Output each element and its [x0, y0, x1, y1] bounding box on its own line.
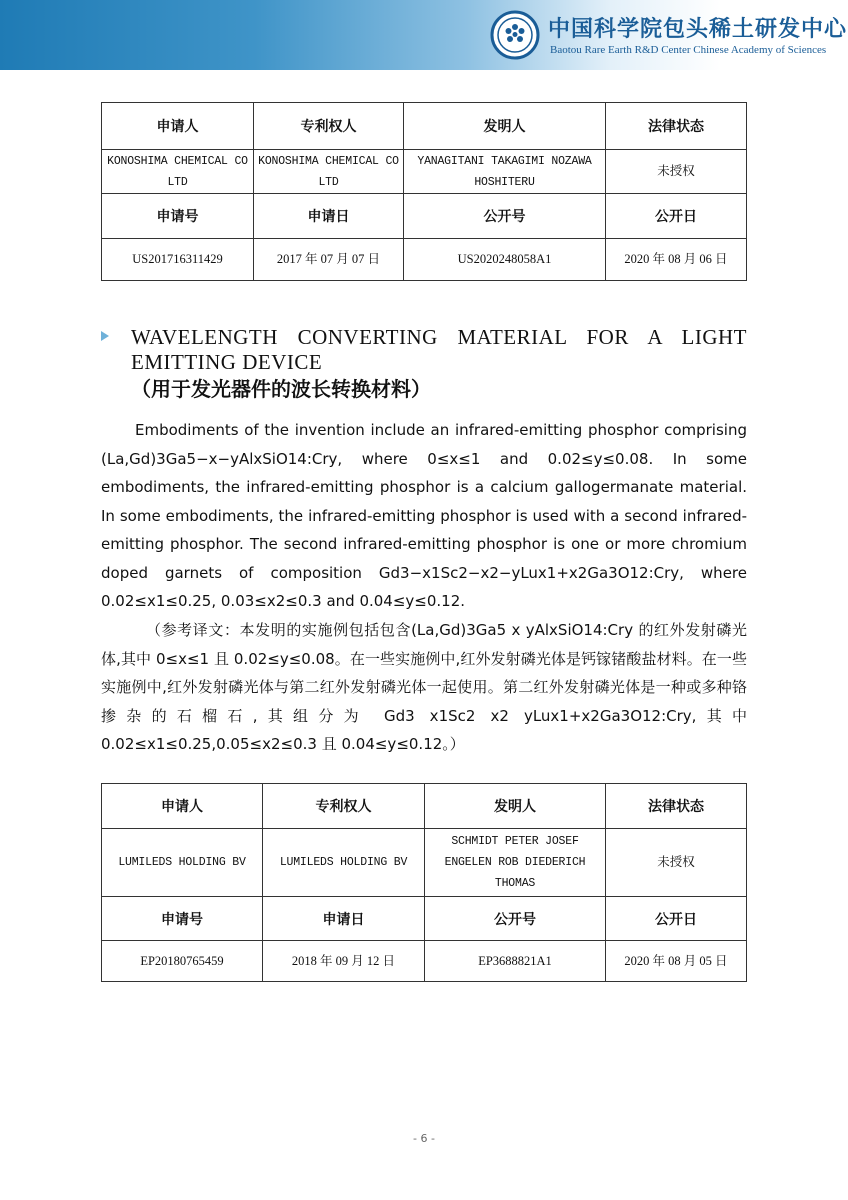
- header-inventor: 发明人: [404, 103, 606, 150]
- cell-publication-date: 2020 年 08 月 06 日: [606, 239, 747, 281]
- cell-publication-no: EP3688821A1: [425, 941, 606, 982]
- header-publication-no: 公开号: [404, 194, 606, 239]
- header-applicant: 申请人: [102, 103, 254, 150]
- header-publication-no: 公开号: [425, 897, 606, 941]
- header-applicant: 申请人: [102, 784, 263, 829]
- cell-application-no: US201716311429: [102, 239, 254, 281]
- abstract-english: Embodiments of the invention include an infrared-emitting phosphor comprising (La,Gd)3Ga5−x−yAlxSiO14:Cry, where 0≤x≤1 and 0.02≤y≤0.08. In some embodiments, the infrared-emitting phosphor is a calcium gallogermanate material. In some embodiments, the infrared-emitting phosphor is used with a second infrared-emitting phosphor. The second infrared-emitting phosphor is one or more chromium doped garnets of composition Gd3−x1Sc2−x2−yLux1+x2Ga3O12:Cry, where 0.02≤x1≤0.25, 0.03≤x2≤0.3 and 0.04≤y≤0.12.: [101, 421, 747, 610]
- cell-application-date: 2018 年 09 月 12 日: [263, 941, 425, 982]
- title-english: WAVELENGTH CONVERTING MATERIAL FOR A LIGHT EMITTING DEVICE: [131, 325, 747, 374]
- header-application-no: 申请号: [102, 194, 254, 239]
- header-patentee: 专利权人: [263, 784, 425, 829]
- header-publication-date: 公开日: [606, 897, 747, 941]
- cell-publication-date: 2020 年 08 月 05 日: [606, 941, 747, 982]
- section-title: [101, 325, 747, 403]
- abstract-chinese: （参考译文：本发明的实施例包括包含(La,Gd)3Ga5 x yAlxSiO14:Cry 的红外发射磷光体,其中 0≤x≤1 且 0.02≤y≤0.08。在一些实施例中,红外发射磷光体是钙镓锗酸盐材料。在一些实施例中,红外发射磷光体与第二红外发射磷光体一起使用。第二红外发射磷光体是一种或多种铬掺杂的石榴石,其组分为 Gd3 x1Sc2 x2 yLux1+x2Ga3O12:Cry,其中 0.02≤x1≤0.25,0.05≤x2≤0.3 且 0.04≤y≤0.12。）: [101, 621, 747, 753]
- cell-patentee: KONOSHIMA CHEMICAL CO LTD: [254, 150, 404, 194]
- cell-legal-status: 未授权: [606, 829, 747, 897]
- cell-legal-status: 未授权: [606, 150, 747, 194]
- page-number: - 6 -: [413, 1132, 435, 1145]
- header-legal-status: 法律状态: [606, 103, 747, 150]
- cas-logo-icon: [490, 10, 540, 60]
- header-application-date: 申请日: [254, 194, 404, 239]
- cell-inventor: YANAGITANI TAKAGIMI NOZAWA HOSHITERU: [404, 150, 606, 194]
- cell-application-no: EP20180765459: [102, 941, 263, 982]
- header-inventor: 发明人: [425, 784, 606, 829]
- patent-info-table-1: [101, 102, 747, 281]
- header-application-no: 申请号: [102, 897, 263, 941]
- triangle-bullet-icon: [101, 331, 109, 341]
- header-patentee: 专利权人: [254, 103, 404, 150]
- patent-info-table-2: [101, 783, 747, 982]
- cell-patentee: LUMILEDS HOLDING BV: [263, 829, 425, 897]
- cell-applicant: KONOSHIMA CHEMICAL CO LTD: [102, 150, 254, 194]
- header-application-date: 申请日: [263, 897, 425, 941]
- header-publication-date: 公开日: [606, 194, 747, 239]
- org-name-en: Baotou Rare Earth R&D Center Chinese Academy of Sciences: [550, 44, 827, 56]
- cell-publication-no: US2020248058A1: [404, 239, 606, 281]
- org-name-cn: 中国科学院包头稀土研发中心: [548, 16, 848, 42]
- title-chinese: （用于发光器件的波长转换材料）: [131, 377, 431, 401]
- header-legal-status: 法律状态: [606, 784, 747, 829]
- cell-application-date: 2017 年 07 月 07 日: [254, 239, 404, 281]
- cell-inventor: SCHMIDT PETER JOSEF ENGELEN ROB DIEDERICH THOMAS: [425, 829, 606, 897]
- cell-applicant: LUMILEDS HOLDING BV: [102, 829, 263, 897]
